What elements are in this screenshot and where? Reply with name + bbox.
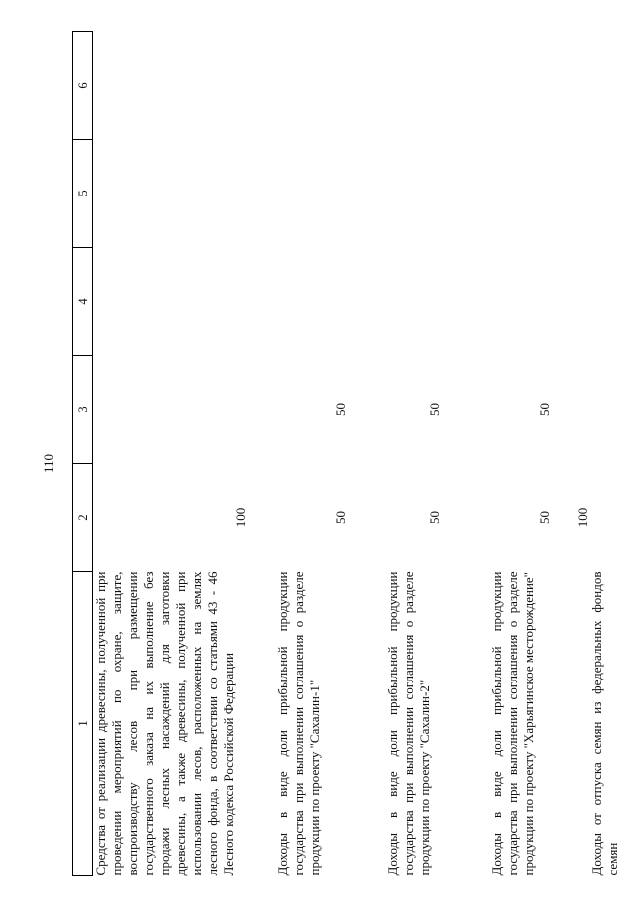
row-value-col2: 100 (233, 507, 248, 528)
header-col-2: 2 (73, 464, 93, 572)
header-col-4: 4 (73, 248, 93, 356)
row-value-col2: 50 (427, 511, 442, 524)
table-row (367, 32, 471, 876)
header-col-3: 3 (73, 356, 93, 464)
row-description: Доходы в виде доли прибыльной продукции государства при выполнении соглашения о разделе продукции по проекту "Сахалин-1" (275, 571, 322, 876)
page-number: 110 (41, 453, 56, 473)
table-row (471, 32, 575, 876)
row-value-col3 (93, 356, 256, 464)
header-row (73, 32, 93, 876)
row-value-col3: 50 (537, 403, 552, 416)
row-description: Доходы в виде доли прибыльной продукции государства при выполнении соглашения о разделе продукции по проекту "Харьягинское месторождение" (489, 571, 536, 876)
row-value-col2: 50 (537, 511, 552, 524)
row-value-col2: 100 (575, 507, 590, 528)
header-col-6: 6 (73, 32, 93, 140)
row-description: Доходы в виде доли прибыльной продукции государства при выполнении соглашения о разделе продукции по проекту "Сахалин-2" (385, 571, 432, 876)
row-value-col3: 50 (333, 403, 348, 416)
budget-table (72, 31, 629, 876)
table-row (255, 32, 367, 876)
rotated-table-wrapper (72, 32, 620, 876)
header-col-1: 1 (73, 572, 93, 876)
row-value-col2: 50 (333, 511, 348, 524)
table-row (93, 32, 256, 876)
row-value-col3: 50 (427, 403, 442, 416)
row-description: Доходы от отпуска семян из федеральных фондов семян (589, 571, 620, 876)
row-value-col3 (575, 356, 629, 464)
row-description: Средства от реализации древесины, полученной при проведении мероприятий по охране, защите, воспроизводству лесов при размещении государственного заказа на их выполнение без продажи лесных насаждений для заготовки древесины, а также древесины, полученной при использовании лесов, расположенных на землях лесного фонда, в соответствии со статьями 43 - 46 Лесного кодекса Российской Федерации (93, 571, 236, 876)
header-col-5: 5 (73, 140, 93, 248)
table-row (575, 32, 629, 876)
